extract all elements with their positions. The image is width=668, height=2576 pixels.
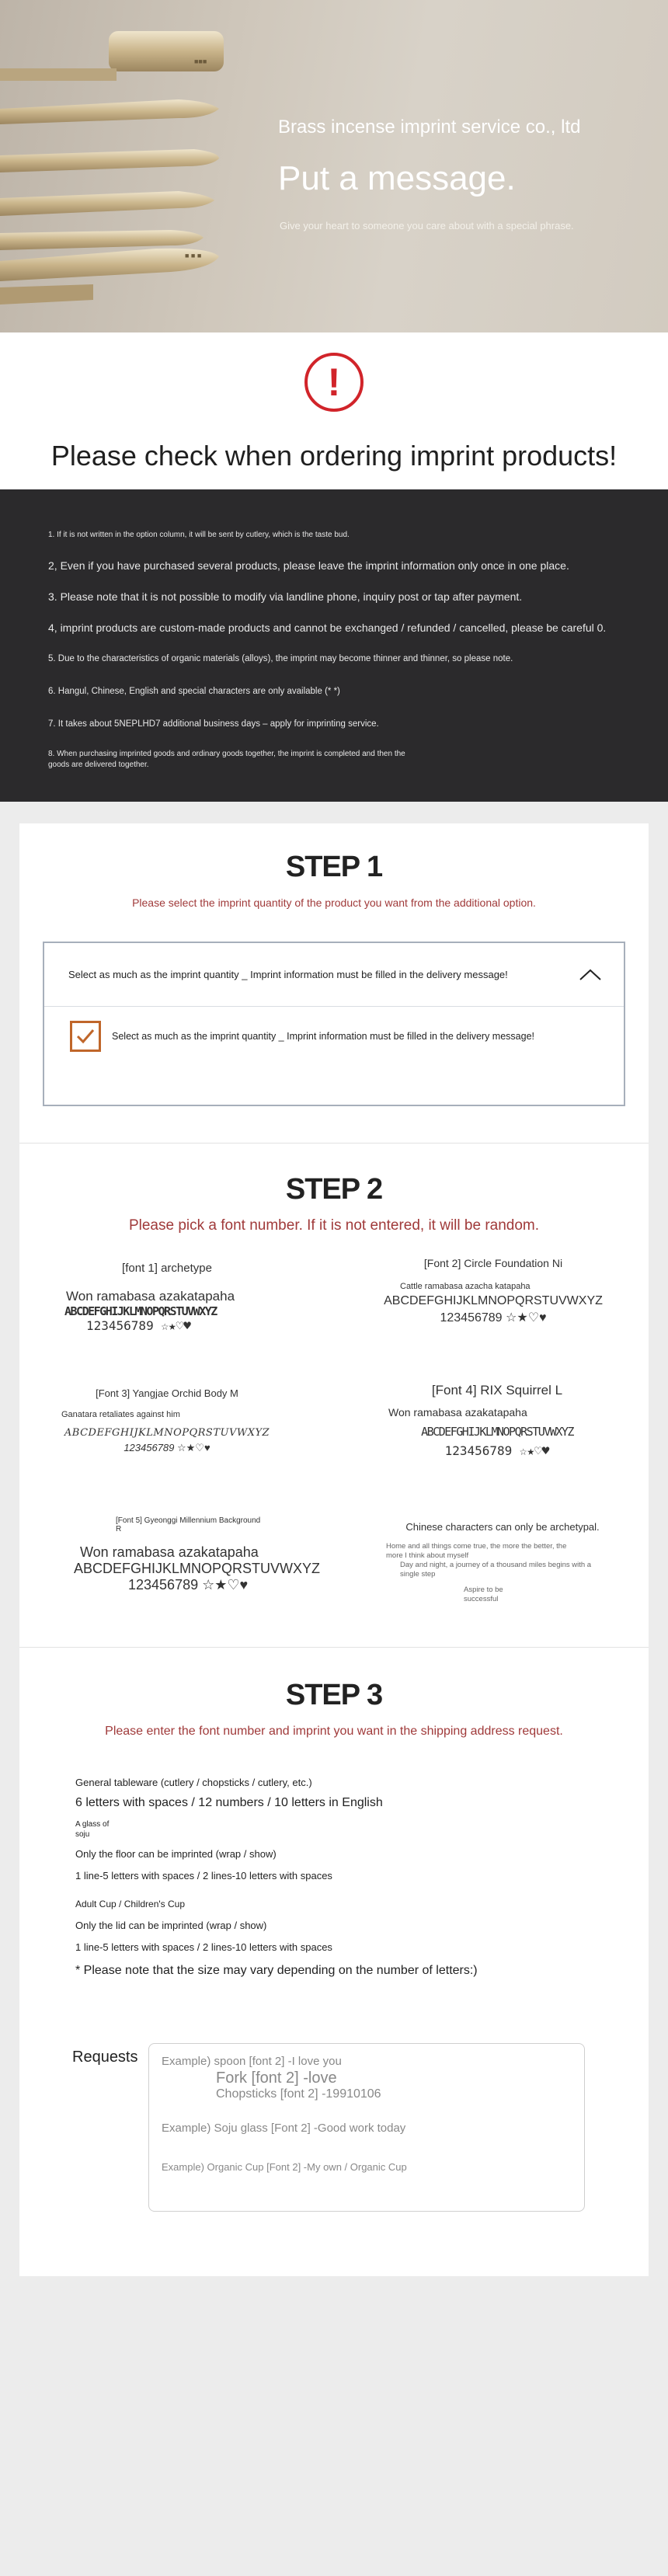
steps-card (19, 823, 649, 2276)
font-title: [Font 5] Gyeonggi Millennium Background (116, 1516, 261, 1525)
notice-item: 4, imprint products are custom-made products and cannot be exchanged / refunded / cancelled, please be careful 0. (48, 621, 607, 634)
example-line: Fork [font 2] -love (216, 2070, 337, 2087)
dropdown-header[interactable] (44, 943, 624, 1007)
step2-section (19, 1144, 649, 1647)
font-title: [Font 4] RIX Squirrel L (431, 1383, 563, 1398)
chinese-line: Day and night, a journey of a thousand miles begins with a (400, 1561, 592, 1569)
notice-item: 2, Even if you have purchased several products, please leave the imprint information only once in one place. (48, 559, 569, 572)
cutlery-image (0, 0, 233, 332)
step3-section (19, 1647, 649, 2276)
option-label: Select as much as the imprint quantity _ Imprint information must be filled in the delivery message! (112, 1031, 535, 1042)
hero-title: Put a message. (278, 159, 516, 197)
rule-text: 6 letters with spaces / 12 numbers / 10 letters in English (75, 1796, 383, 1809)
notice-item: 7. It takes about 5NEPLHD7 additional business days – apply for imprinting service. (48, 719, 379, 729)
company-name: Brass incense imprint service co., ltd (278, 117, 581, 138)
font-sample-3 (50, 1387, 284, 1454)
notice-item: 8. When purchasing imprinted goods and ordinary goods together, the imprint is completed and then the (48, 750, 405, 758)
chinese-line: successful (464, 1595, 499, 1603)
rule-text: Only the floor can be imprinted (wrap / show) (75, 1848, 277, 1860)
font-title: [font 1] archetype (122, 1262, 212, 1275)
example-line: Example) spoon [font 2] -I love you (162, 2055, 342, 2068)
chinese-line: single step (400, 1570, 436, 1579)
font-alphabet: ABCDEFGHIJKLMNOPQRSTUVWXYZ (64, 1427, 270, 1439)
spoon-engraving: ■■■ (194, 57, 207, 65)
rule-text: soju (75, 1830, 90, 1839)
font-numbers: 123456789 ☆★♡♥ (440, 1311, 547, 1325)
font-numbers: 123456789 ☆★♡♥ (124, 1442, 210, 1453)
font-sample-text: Won ramabasa azakatapaha (80, 1544, 259, 1560)
font-sample-text: Cattle ramabasa azacha katapaha (400, 1282, 531, 1291)
font-alphabet: ABCDEFGHIJKLMNOPQRSTUVWXYZ (384, 1294, 603, 1307)
chinese-line: Aspire to be (464, 1586, 503, 1594)
step1-subtitle: Please select the imprint quantity of the product you want from the additional option. (132, 896, 536, 909)
chevron-up-icon[interactable] (579, 969, 602, 981)
font-alphabet: ABCDEFGHIJKLMNOPQRSTUVWXYZ (74, 1561, 321, 1576)
example-line: Chopsticks [font 2] -19910106 (216, 2087, 381, 2101)
hero-banner (0, 0, 668, 332)
step1-section (19, 823, 649, 1144)
rule-note: * Please note that the size may vary depending on the number of letters:) (75, 1964, 478, 1977)
font-sample-text: Ganatara retaliates against him (61, 1410, 180, 1419)
step3-title: STEP 3 (285, 1679, 383, 1711)
font-sample-text: Won ramabasa azakatapaha (66, 1289, 235, 1304)
font-title-2: R (116, 1525, 122, 1533)
hero-subtitle: Give your heart to someone you care about with a special phrase. (280, 220, 574, 231)
notice-item: 6. Hangul, Chinese, English and special characters are only available (* *) (48, 687, 340, 696)
option-item[interactable] (44, 1007, 624, 1052)
notice-item: 5. Due to the characteristics of organic materials (alloys), the imprint may become thinner and thinner, so please note. (48, 654, 513, 663)
font-sample-1 (50, 1262, 284, 1333)
font-alphabet: ABCDEFGHIJKLMNOPQRSTUVWXYZ (421, 1425, 573, 1439)
font-sample-4 (381, 1383, 614, 1458)
chinese-line: Home and all things come true, the more the better, the (386, 1542, 567, 1551)
step1-title: STEP 1 (285, 851, 383, 883)
font-title: [Font 3] Yangjae Orchid Body M (96, 1387, 238, 1399)
imprint-option-dropdown[interactable] (43, 942, 625, 1106)
step2-title: STEP 2 (285, 1173, 383, 1206)
fork-engraving: ■ ■ ■ (185, 252, 202, 259)
chinese-sample (386, 1521, 619, 1604)
font-numbers: 123456789 ☆★♡♥ (86, 1318, 191, 1333)
font-alphabet: ABCDEFGHIJKLMNOPQRSTUVWXYZ (64, 1304, 217, 1318)
example-line: Example) Organic Cup [Font 2] -My own / Organic Cup (162, 2161, 407, 2173)
font-sample-5 (50, 1516, 346, 1593)
dropdown-label: Select as much as the imprint quantity _ Imprint information must be filled in the delivery message! (68, 969, 508, 980)
chinese-line: more I think about myself (386, 1551, 469, 1560)
notice-item: goods are delivered together. (48, 761, 149, 769)
font-numbers: 123456789 ☆★♡♥ (444, 1443, 550, 1458)
exclamation-icon: ! (304, 353, 364, 412)
step3-rules (19, 1739, 649, 1979)
font-sample-text: Won ramabasa azakatapaha (388, 1406, 527, 1419)
alert-title: Please check when ordering imprint products! (50, 440, 618, 472)
steps-area (0, 802, 668, 2576)
notice-item: 3. Please note that it is not possible to modify via landline phone, inquiry post or tap after payment. (48, 590, 523, 603)
font-sample-2 (361, 1257, 625, 1325)
example-line: Example) Soju glass [Font 2] -Good work today (162, 2122, 406, 2135)
font-numbers: 123456789 ☆★♡♥ (128, 1577, 249, 1593)
checkbox[interactable] (70, 1021, 101, 1052)
chinese-title: Chinese characters can only be archetypal. (405, 1521, 600, 1533)
notice-item: 1. If it is not written in the option column, it will be sent by cutlery, which is the taste bud. (48, 531, 350, 539)
alert-section (0, 332, 668, 489)
rule-text: A glass of (75, 1820, 110, 1829)
step3-subtitle: Please enter the font number and imprint you want in the shipping address request. (105, 1725, 563, 1738)
rule-text: 1 line-5 letters with spaces / 2 lines-10 letters with spaces (75, 1870, 332, 1882)
notice-box (0, 489, 668, 802)
rule-text: Adult Cup / Children's Cup (75, 1899, 186, 1909)
requests-textarea[interactable] (148, 2043, 585, 2212)
checkmark-icon (75, 1028, 96, 1045)
rule-text: General tableware (cutlery / chopsticks / cutlery, etc.) (75, 1777, 312, 1788)
requests-label: Requests (72, 2049, 138, 2066)
rule-text: 1 line-5 letters with spaces / 2 lines-10 letters with spaces (75, 1941, 332, 1953)
rule-text: Only the lid can be imprinted (wrap / show) (75, 1920, 267, 1931)
font-title: [Font 2] Circle Foundation Ni (423, 1257, 563, 1269)
step2-subtitle: Please pick a font number. If it is not entered, it will be random. (128, 1217, 540, 1234)
